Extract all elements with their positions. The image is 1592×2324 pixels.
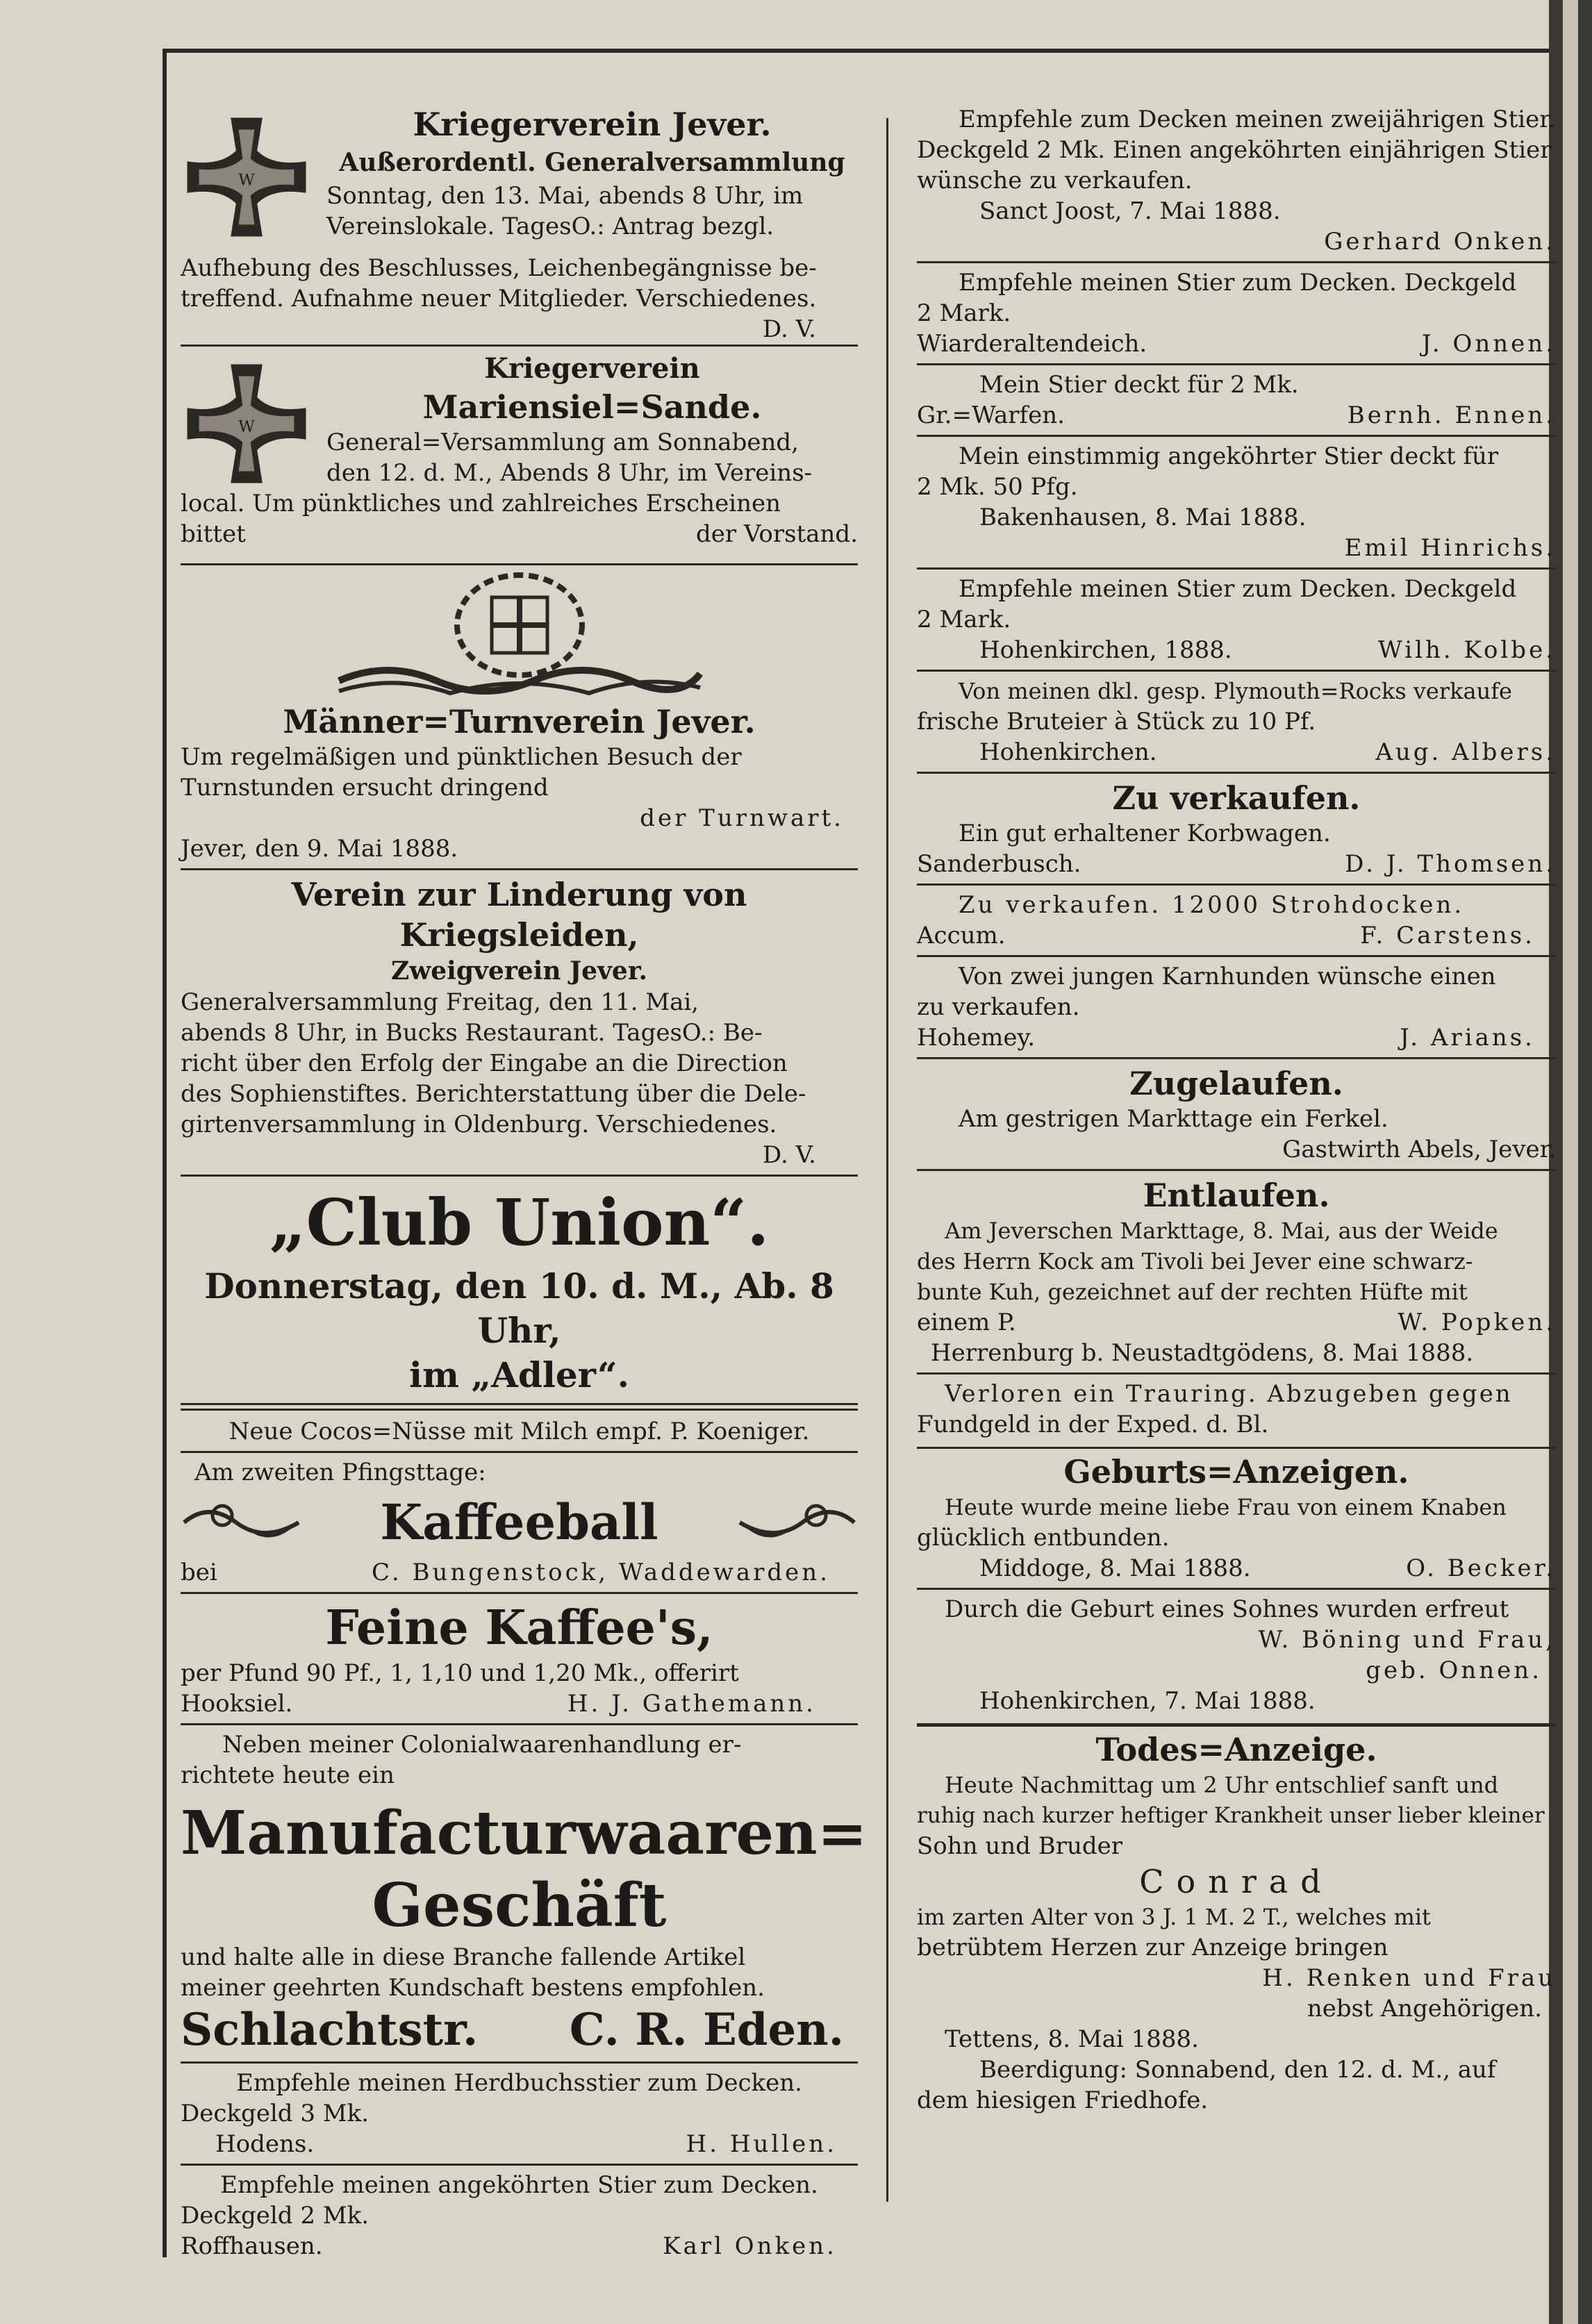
ad-name: Aug. Albers.	[1375, 738, 1556, 766]
ad-name: C. R. Eden.	[569, 2004, 844, 2056]
ad-entlaufen	[917, 1175, 1556, 1368]
ad-place: Roffhausen.	[181, 2232, 323, 2260]
separator	[181, 1592, 858, 1594]
ad-title: Entlaufen.	[1143, 1177, 1330, 1214]
ad-stier-onken	[917, 104, 1556, 257]
ad-geburt-becker	[917, 1452, 1556, 1584]
ad-line: Mein Stier deckt für 2 Mk.	[979, 371, 1299, 399]
separator	[917, 1057, 1556, 1059]
ad-line: frische Bruteier à Stück zu 10 Pf.	[917, 708, 1316, 736]
ad-title: Todes=Anzeige.	[1095, 1731, 1377, 1768]
ad-line: General=Versammlung am Sonnabend,	[326, 429, 799, 456]
ad-line: richtete heute ein	[181, 1761, 395, 1789]
ad-line: Von zwei jungen Karnhunden wünsche einen	[959, 963, 1496, 990]
ad-line: Heute wurde meine liebe Frau von einem Knaben	[945, 1494, 1507, 1520]
ad-name: J. Onnen.	[1421, 330, 1556, 358]
separator	[917, 1447, 1556, 1449]
separator	[917, 363, 1556, 365]
ad-line: Am gestrigen Markttage ein Ferkel.	[959, 1105, 1388, 1133]
ad-line: local. Um pünktliches und zahlreiches Erscheinen	[181, 490, 781, 517]
ad-line: Sohn und Bruder	[917, 1832, 1123, 1860]
separator	[917, 772, 1556, 774]
ad-kriegsleiden	[181, 874, 858, 1170]
ad-title: Geburts=Anzeigen.	[1063, 1453, 1409, 1491]
ad-line: Turnstunden ersucht dringend	[181, 774, 549, 802]
ad-line: 2 Mark.	[917, 299, 1011, 327]
ad-karnhunde	[917, 961, 1556, 1053]
ad-name: Gerhard Onken.	[1324, 228, 1556, 256]
ad-place: Hohemey.	[917, 1024, 1035, 1052]
right-column	[917, 104, 1556, 2116]
ad-place: Sanct Joost, 7. Mai 1888.	[979, 197, 1281, 225]
separator	[181, 2061, 858, 2064]
ad-manufacturwaaren	[181, 1729, 868, 2057]
ad-title: Kaffeeball	[380, 1493, 658, 1551]
ad-line: Vereinslokale. TagesO.: Antrag bezgl.	[326, 213, 774, 240]
ad-kriegerverein-jever	[181, 104, 858, 343]
ad-title: Verein zur Linderung von Kriegsleiden,	[291, 876, 747, 954]
ad-name: D. J. Thomsen.	[1345, 850, 1556, 878]
ad-line: ruhig nach kurzer heftiger Krankheit unser lieber kleiner	[917, 1803, 1545, 1828]
svg-text:W: W	[238, 171, 255, 190]
separator	[181, 1175, 858, 1177]
separator	[917, 955, 1556, 957]
ad-subtitle: Zweigverein Jever.	[390, 956, 648, 986]
ad-name: C. Bungenstock, Waddewarden.	[372, 1559, 830, 1586]
wreath-emblem-icon	[332, 570, 707, 702]
ad-name: Wilh. Kolbe.	[1377, 636, 1556, 664]
separator	[181, 345, 858, 347]
ad-name: Gastwirth Abels, Jever.	[1282, 1136, 1556, 1163]
ad-line: zu verkaufen.	[917, 993, 1080, 1021]
ad-signature: der Turnwart.	[640, 804, 844, 832]
ad-line: Neben meiner Colonialwaarenhandlung er-	[222, 1731, 742, 1759]
frame-top-rule	[167, 49, 1549, 53]
ad-stier-kolbe	[917, 574, 1556, 665]
ad-line: des Herrn Kock am Tivoli bei Jever eine schwarz-	[917, 1248, 1473, 1275]
ad-line: Am zweiten Pfingsttage:	[194, 1459, 486, 1486]
ad-title: Kriegerverein Jever.	[413, 106, 772, 143]
ad-line: Heute Nachmittag um 2 Uhr entschlief sanft und	[945, 1772, 1499, 1798]
iron-cross-icon	[181, 358, 313, 490]
ad-angekoehrter-stier	[181, 2170, 858, 2261]
separator	[917, 1588, 1556, 1590]
double-separator	[181, 1403, 858, 1411]
separator	[181, 2164, 858, 2166]
ad-place: Herrenburg b. Neustadtgödens, 8. Mai 1888.	[931, 1339, 1474, 1367]
ad-line: girtenversammlung in Oldenburg. Verschiedenes.	[181, 1111, 777, 1138]
ad-kaffeeball	[181, 1457, 858, 1588]
left-column	[181, 104, 868, 2261]
ad-name: W. Böning und Frau,	[1258, 1626, 1556, 1654]
ad-herdbuchsstier	[181, 2068, 858, 2159]
ad-title: Männer=Turnverein Jever.	[283, 703, 756, 740]
ad-signature: der Vorstand.	[696, 520, 858, 548]
ad-place: Sanderbusch.	[917, 850, 1081, 878]
ad-line: bei	[181, 1559, 217, 1586]
ad-line: betrübtem Herzen zur Anzeige bringen	[917, 1934, 1388, 1961]
ad-child-name: Conrad	[1139, 1863, 1334, 1900]
ad-line: 2 Mk. 50 Pfg.	[917, 473, 1078, 501]
ad-line: des Sophienstiftes. Berichterstattung über die Dele-	[181, 1080, 806, 1108]
ad-line: Ein gut erhaltener Korbwagen.	[959, 820, 1331, 847]
separator	[181, 563, 858, 565]
ad-name: J. Arians.	[1400, 1024, 1535, 1052]
ad-place: Tettens, 8. Mai 1888.	[945, 2025, 1199, 2053]
separator	[917, 670, 1556, 672]
ad-line: Beerdigung: Sonnabend, den 12. d. M., auf	[979, 2056, 1496, 2084]
ad-line: Empfehle meinen Stier zum Decken. Deckgeld	[959, 269, 1517, 297]
frame-left-rule	[163, 49, 167, 2257]
svg-text:W: W	[238, 417, 255, 436]
ad-line: Empfehle meinen Stier zum Decken. Deckgeld	[959, 575, 1517, 603]
ad-title: Mariensiel=Sande.	[422, 388, 762, 426]
ad-title: Manufacturwaaren=	[181, 1798, 868, 1868]
ad-name: F. Carstens.	[1360, 922, 1535, 949]
ad-line: richt über den Erfolg der Eingabe an die Direction	[181, 1049, 788, 1077]
ad-date: Jever, den 9. Mai 1888.	[181, 835, 458, 863]
ad-cocos	[181, 1416, 858, 1447]
ad-line: Durch die Geburt eines Sohnes wurden erfreut	[945, 1595, 1509, 1623]
ad-line: 2 Mark.	[917, 606, 1011, 633]
ad-place: Gr.=Warfen.	[917, 401, 1065, 429]
ad-zugelaufen	[917, 1063, 1556, 1165]
separator	[917, 567, 1556, 570]
separator	[181, 1723, 858, 1725]
ad-name: Emil Hinrichs.	[1344, 534, 1556, 562]
ad-stier-ennen	[917, 370, 1556, 431]
ad-kriegerverein-mariensiel	[181, 351, 858, 559]
ad-line: und halte alle in diese Branche fallende Artikel	[181, 1943, 746, 1971]
separator	[917, 261, 1556, 263]
ad-line: Deckgeld 2 Mk. Einen angeköhrten einjährigen Stier	[917, 136, 1552, 164]
separator	[917, 883, 1556, 886]
ad-place: Hohenkirchen, 1888.	[979, 636, 1232, 664]
ad-stier-hinrichs	[917, 441, 1556, 563]
ad-line: bunte Kuh, gezeichnet auf der rechten Hüfte mit	[917, 1279, 1468, 1305]
ad-place: Hodens.	[215, 2130, 315, 2158]
separator	[917, 1169, 1556, 1171]
ad-korbwagen	[917, 778, 1556, 879]
ornament-icon	[733, 1495, 858, 1550]
ad-line: Von meinen dkl. gesp. Plymouth=Rocks verkaufe	[959, 678, 1512, 704]
ad-name: Karl Onken.	[663, 2232, 837, 2260]
ad-line: im zarten Alter von 3 J. 1 M. 2 T., welches mit	[917, 1904, 1431, 1930]
ad-line: Deckgeld 2 Mk.	[181, 2202, 370, 2230]
separator	[917, 1723, 1556, 1727]
ad-name: H. Hullen.	[686, 2130, 837, 2158]
ad-club-union	[181, 1181, 858, 1397]
separator	[181, 868, 858, 870]
ad-line: Aufhebung des Beschlusses, Leichenbegängnisse be-	[181, 254, 817, 282]
ad-place: Accum.	[917, 922, 1006, 949]
ad-line: Fundgeld in der Exped. d. Bl.	[917, 1411, 1269, 1438]
ad-line: Mein einstimmig angeköhrter Stier deckt für	[959, 442, 1499, 470]
ad-line: Empfehle meinen angeköhrten Stier zum Decken.	[220, 2171, 818, 2199]
ornament-icon	[181, 1495, 306, 1550]
ad-title: Zugelaufen.	[1129, 1065, 1343, 1102]
ad-line: Um regelmäßigen und pünktlichen Besuch der	[181, 743, 742, 771]
page-edge	[1563, 0, 1578, 2324]
ad-name: geb. Onnen.	[1366, 1657, 1542, 1684]
ad-place: Wiarderaltendeich.	[917, 330, 1147, 358]
ad-line: Deckgeld 3 Mk.	[181, 2100, 370, 2127]
ad-name: H. Renken und Frau	[1262, 1964, 1556, 1992]
ad-line: Sonntag, den 13. Mai, abends 8 Uhr, im	[326, 182, 804, 210]
ad-line: glücklich entbunden.	[917, 1524, 1170, 1552]
ad-title: Zu verkaufen.	[1112, 779, 1361, 817]
separator	[917, 1372, 1556, 1375]
ad-line: Empfehle meinen Herdbuchsstier zum Decken.	[236, 2069, 802, 2097]
separator	[917, 435, 1556, 437]
ad-line: Zu verkaufen. 12000 Strohdocken.	[959, 891, 1465, 919]
ad-signature: D. V.	[762, 315, 816, 343]
ad-line: den 12. d. M., Abends 8 Uhr, im Vereins-	[326, 459, 813, 487]
ad-street: Schlachtstr.	[181, 2004, 479, 2056]
ad-name: Bernh. Ennen.	[1347, 401, 1556, 429]
ad-line: Am Jeverschen Markttage, 8. Mai, aus der Weide	[945, 1218, 1498, 1244]
ad-name: O. Becker.	[1406, 1554, 1556, 1582]
ad-line: abends 8 Uhr, in Bucks Restaurant. TagesO.: Be-	[181, 1019, 763, 1047]
ad-place: Hohenkirchen, 7. Mai 1888.	[979, 1687, 1316, 1715]
ad-subtitle: Außerordentl. Generalversammlung	[339, 148, 845, 177]
ad-signature: D. V.	[762, 1141, 816, 1169]
ad-trauring	[917, 1379, 1556, 1440]
ad-title: „Club Union“.	[269, 1185, 770, 1260]
ad-line: dem hiesigen Friedhofe.	[917, 2086, 1209, 2114]
ad-geburt-boening	[917, 1594, 1556, 1716]
ad-line: meiner geehrten Kundschaft bestens empfohlen.	[181, 1974, 765, 2002]
ad-todes-anzeige	[917, 1729, 1556, 2116]
ad-line: Empfehle zum Decken meinen zweijährigen Stier.	[959, 106, 1556, 133]
separator	[181, 1451, 858, 1453]
ad-line: Donnerstag, den 10. d. M., Ab. 8 Uhr,	[204, 1265, 834, 1351]
ad-line: bittet	[181, 520, 246, 548]
ad-line: Verloren ein Trauring. Abzugeben gegen	[945, 1380, 1513, 1408]
ad-place: Hohenkirchen.	[979, 738, 1157, 766]
ad-name: W. Popken.	[1398, 1309, 1556, 1336]
ad-stier-onnen	[917, 267, 1556, 359]
ad-name: H. J. Gathemann.	[567, 1690, 816, 1718]
column-divider	[886, 118, 888, 2202]
ad-line: treffend. Aufnahme neuer Mitglieder. Verschiedenes.	[181, 285, 817, 313]
ad-line: Generalversammlung Freitag, den 11. Mai,	[181, 988, 699, 1016]
ad-bruteier	[917, 676, 1556, 767]
ad-title: Feine Kaffee's,	[325, 1600, 713, 1656]
ad-line: einem P.	[917, 1309, 1016, 1336]
ad-title: Kriegerverein	[484, 352, 700, 385]
ad-place: Bakenhausen, 8. Mai 1888.	[979, 504, 1307, 531]
ad-title: Geschäft	[372, 1870, 667, 1941]
iron-cross-icon	[181, 111, 313, 243]
ad-line: im „Adler“.	[409, 1354, 629, 1395]
ad-name: nebst Angehörigen.	[1307, 1995, 1542, 2023]
ad-feine-kaffees	[181, 1598, 858, 1719]
ad-line: Neue Cocos=Nüsse mit Milch empf. P. Koeniger.	[229, 1418, 810, 1445]
ad-place: Hooksiel.	[181, 1690, 293, 1718]
ad-place: Middoge, 8. Mai 1888.	[979, 1554, 1251, 1582]
ad-turnverein	[181, 570, 858, 864]
ad-line: wünsche zu verkaufen.	[917, 167, 1193, 194]
ad-strohdocken	[917, 890, 1556, 951]
ad-line: per Pfund 90 Pf., 1, 1,10 und 1,20 Mk., offerirt	[181, 1659, 739, 1687]
